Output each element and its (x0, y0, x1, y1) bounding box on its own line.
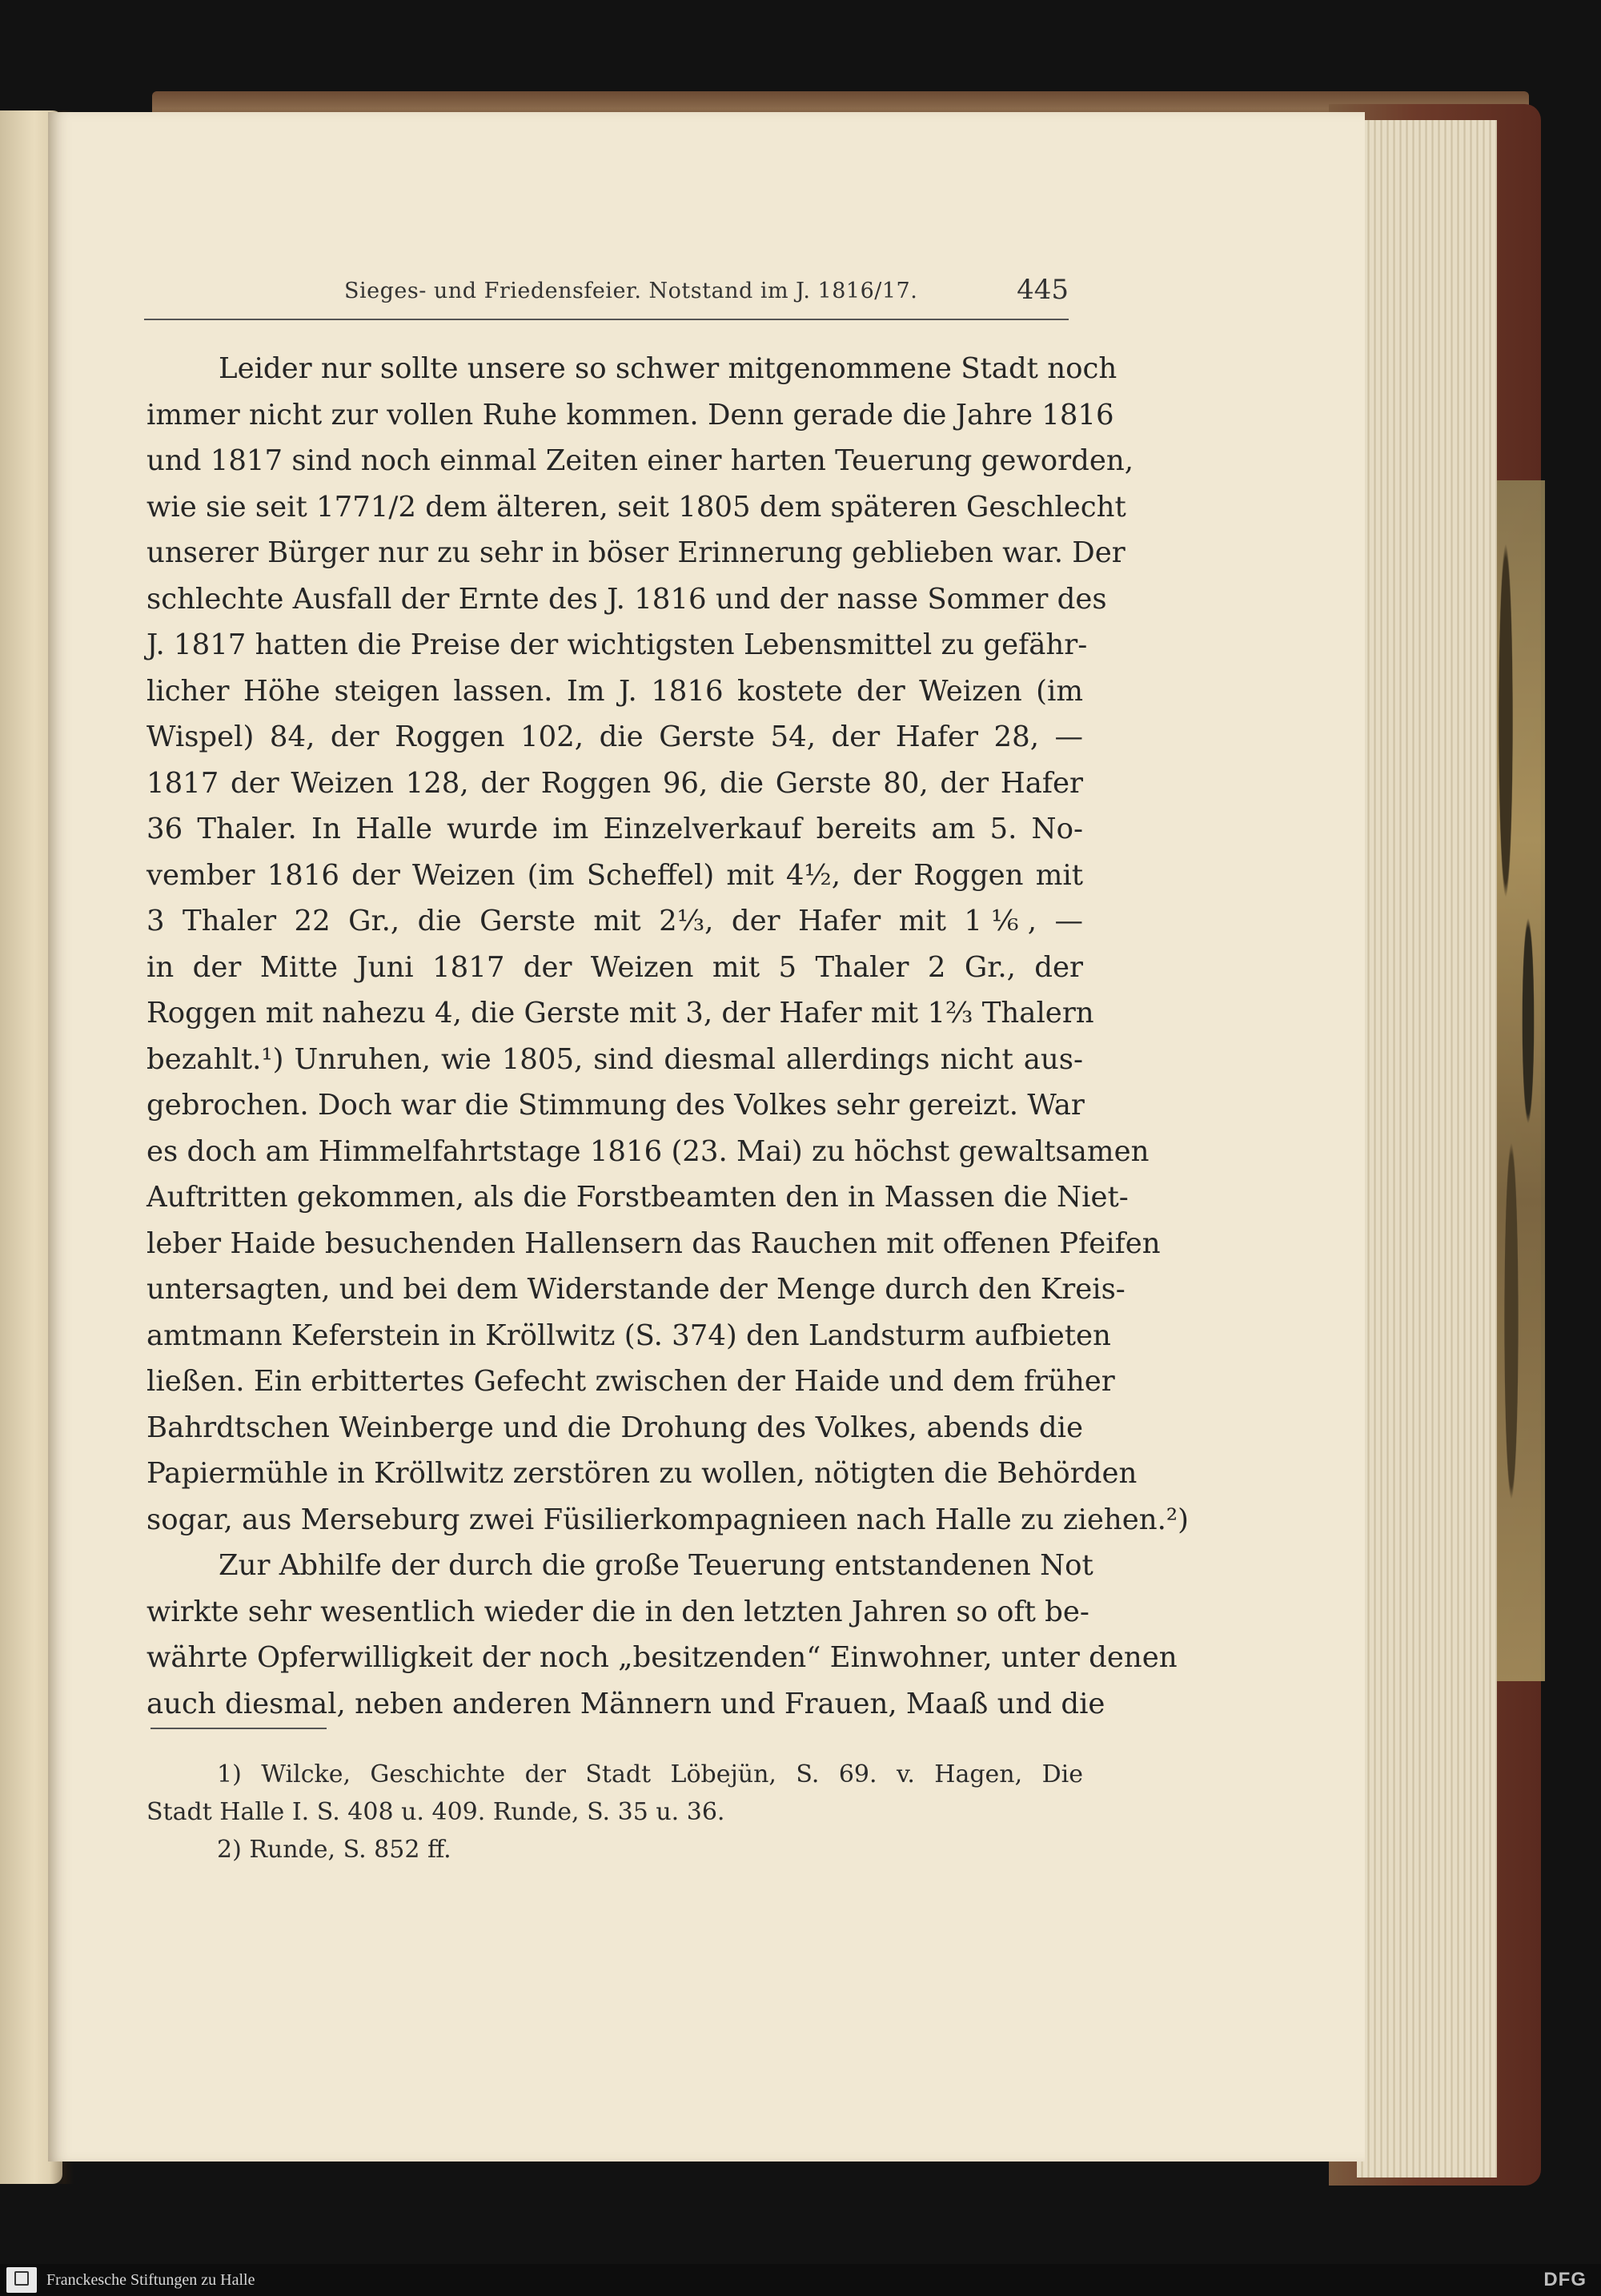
viewer-footer-bar (0, 2264, 1601, 2296)
body-line: leber Haide besuchenden Hallensern das Rauchen mit offenen Pfeifen (146, 1226, 1161, 1260)
body-line: J. 1817 hatten die Preise der wichtigsten Lebensmittel zu gefähr- (146, 628, 1088, 661)
body-line: sogar, aus Merseburg zwei Füsilierkompagnieen nach Halle zu ziehen.²) (146, 1503, 1190, 1536)
footnote-line: 1) Wilcke, Geschichte der Stadt Löbejün, S. 69. v. Hagen, Die (217, 1760, 1083, 1788)
body-line: Auftritten gekommen, als die Forstbeamten den in Massen die Niet- (146, 1181, 1129, 1214)
body-line: bezahlt.¹) Unruhen, wie 1805, sind diesmal allerdings nicht aus- (146, 1042, 1083, 1076)
marbled-cover (1489, 480, 1545, 1681)
body-line: wie sie seit 1771/2 dem älteren, seit 1805 dem späteren Geschlecht (146, 490, 1126, 524)
running-head (144, 274, 1069, 314)
body-line: es doch am Himmelfahrtstage 1816 (23. Mai) zu höchst gewaltsamen (146, 1134, 1150, 1168)
body-line: auch diesmal, neben anderen Männern und Frauen, Maaß und die (146, 1687, 1105, 1720)
body-line: währte Opferwilligkeit der noch „besitzenden“ Einwohner, unter denen (146, 1641, 1178, 1674)
body-line: Papiermühle in Kröllwitz zerstören zu wollen, nötigten die Behörden (146, 1457, 1138, 1490)
body-line: ließen. Ein erbittertes Gefecht zwischen der Haide und dem früher (146, 1365, 1115, 1398)
page-edges (1357, 120, 1497, 2178)
body-line: vember 1816 der Weizen (im Scheffel) mit 4½, der Roggen mit (146, 858, 1083, 892)
body-line: Bahrdtschen Weinberge und die Drohung des Volkes, abends die (146, 1411, 1083, 1444)
body-line: und 1817 sind noch einmal Zeiten einer harten Teuerung geworden, (146, 444, 1134, 477)
institution-name: Franckesche Stiftungen zu Halle (46, 2271, 255, 2289)
body-line: schlechte Ausfall der Ernte des J. 1816 und der nasse Sommer des (146, 582, 1107, 616)
body-line: licher Höhe steigen lassen. Im J. 1816 kostete der Weizen (im (146, 674, 1083, 708)
body-line: 1817 der Weizen 128, der Roggen 96, die Gerste 80, der Hafer (146, 766, 1083, 800)
footnote-line: 2) Runde, S. 852 ff. (217, 1836, 451, 1864)
footnote-rule (150, 1728, 327, 1729)
body-line: wirkte sehr wesentlich wieder die in den letzten Jahren so oft be- (146, 1595, 1089, 1628)
body-line: Wispel) 84, der Roggen 102, die Gerste 54, der Hafer 28, — (146, 721, 1083, 753)
body-line: amtmann Keferstein in Kröllwitz (S. 374) den Landsturm aufbieten (146, 1319, 1111, 1352)
running-title: Sieges- und Friedensfeier. Notstand im J. 1816/17. (344, 279, 918, 303)
body-line: in der Mitte Juni 1817 der Weizen mit 5 Thaler 2 Gr., der (146, 950, 1083, 984)
footnotes (146, 1756, 1083, 1869)
body-line: Zur Abhilfe der durch die große Teuerung entstandenen Not (219, 1549, 1093, 1582)
body-line: 3 Thaler 22 Gr., die Gerste mit 2⅓, der Hafer mit 1⅙, — (146, 905, 1083, 937)
body-line: unserer Bürger nur zu sehr in böser Erinnerung geblieben war. Der (146, 536, 1126, 569)
body-line: gebrochen. Doch war die Stimmung des Volkes sehr gereizt. War (146, 1089, 1085, 1122)
footnote-line: Stadt Halle I. S. 408 u. 409. Runde, S. 35 u. 36. (146, 1798, 725, 1826)
institution-logo-icon (6, 2267, 37, 2293)
body-line: Roggen mit nahezu 4, die Gerste mit 3, der Hafer mit 1⅔ Thalern (146, 997, 1094, 1030)
body-line: 36 Thaler. In Halle wurde im Einzelverkauf bereits am 5. No- (146, 813, 1083, 845)
body-line: immer nicht zur vollen Ruhe kommen. Denn gerade die Jahre 1816 (146, 398, 1114, 432)
body-line: untersagten, und bei dem Widerstande der Menge durch den Kreis- (146, 1273, 1126, 1306)
body-line: Leider nur sollte unsere so schwer mitgenommene Stadt noch (219, 352, 1117, 385)
page-number: 445 (1017, 274, 1069, 306)
body-text (146, 346, 1190, 1727)
header-rule (144, 319, 1069, 320)
dfg-logo: DFG (1543, 2269, 1587, 2290)
